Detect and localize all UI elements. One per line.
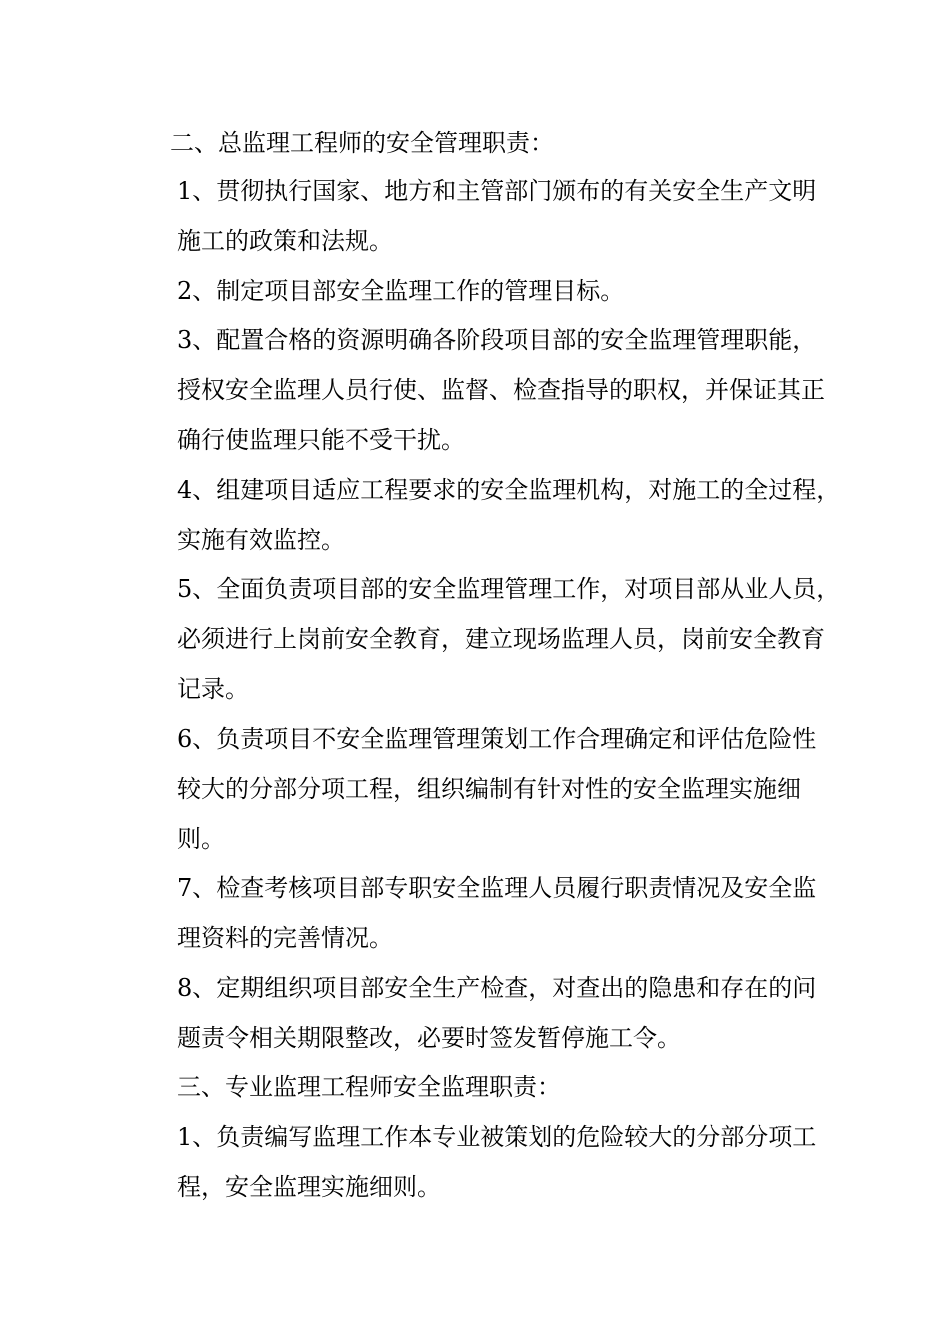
- paragraph-line: 4、组建项目适应工程要求的安全监理机构，对施工的全过程，: [177, 476, 841, 504]
- paragraph-line: 1、负责编写监理工作本专业被策划的危险较大的分部分项工: [177, 1123, 817, 1151]
- paragraph-line: 5、全面负责项目部的安全监理管理工作，对项目部从业人员，: [177, 575, 841, 603]
- section-heading: 三、专业监理工程师安全监理职责：: [177, 1073, 561, 1101]
- paragraph-line: 记录。: [177, 675, 249, 703]
- paragraph-line: 则。: [177, 825, 225, 853]
- paragraph-line: 施工的政策和法规。: [177, 227, 393, 255]
- paragraph-line: 较大的分部分项工程，组织编制有针对性的安全监理实施细: [177, 775, 801, 803]
- paragraph-line: 8、定期组织项目部安全生产检查，对查出的隐患和存在的问: [177, 974, 817, 1002]
- paragraph-line: 7、检查考核项目部专职安全监理人员履行职责情况及安全监: [177, 874, 817, 902]
- paragraph-line: 实施有效监控。: [177, 526, 345, 554]
- paragraph-line: 确行使监理只能不受干扰。: [177, 426, 465, 454]
- paragraph-line: 题责令相关期限整改，必要时签发暂停施工令。: [177, 1024, 681, 1052]
- paragraph-line: 授权安全监理人员行使、监督、检查指导的职权，并保证其正: [177, 376, 825, 404]
- paragraph-line: 程，安全监理实施细则。: [177, 1173, 441, 1201]
- paragraph-line: 3、配置合格的资源明确各阶段项目部的安全监理管理职能，: [177, 326, 817, 354]
- paragraph-line: 6、负责项目不安全监理管理策划工作合理确定和评估危险性: [177, 725, 817, 753]
- paragraph-line: 必须进行上岗前安全教育，建立现场监理人员，岗前安全教育: [177, 625, 825, 653]
- section-heading: 二、总监理工程师的安全管理职责：: [170, 129, 554, 157]
- paragraph-line: 理资料的完善情况。: [177, 924, 393, 952]
- paragraph-line: 1、贯彻执行国家、地方和主管部门颁布的有关安全生产文明: [177, 177, 817, 205]
- paragraph-line: 2、制定项目部安全监理工作的管理目标。: [177, 277, 625, 305]
